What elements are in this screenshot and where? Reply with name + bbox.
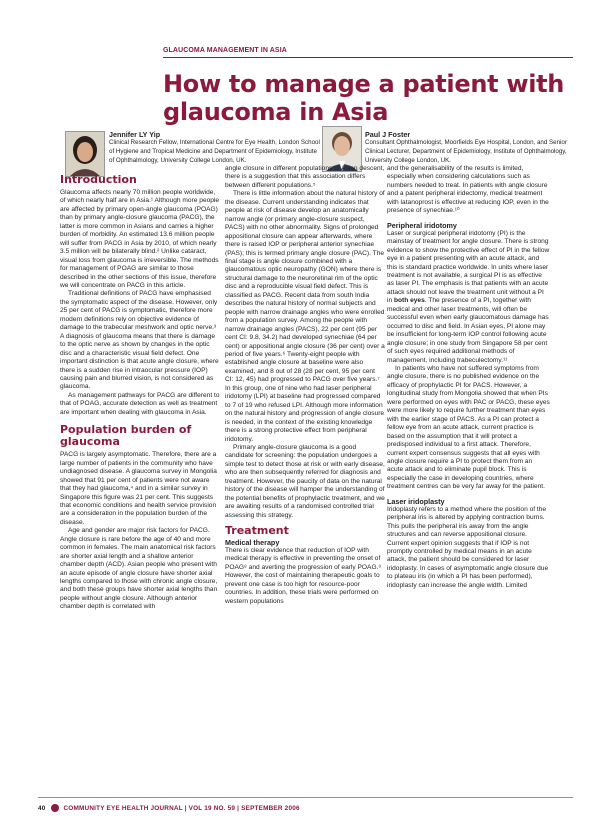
paragraph: Laser or surgical peripheral iridotomy (PI) is the mainstay of treatment for angle closure. There is strong evidence to show the protective effect of PI in the fellow eye in a patient presenting with an acute attack, and this is standard practice worldwide. In units where laser treatment is not available, a surgical PI is as effective as laser PI. The emphasis is that patients with an acute attack should not leave the treatment unit without a PI in both eyes. The presence of a PI, together with medical and other laser treatments, will often be successful even when early glaucomatous damage has occurred to disc and field. In Asian eyes, PI alone may be insufficient for long-term IOP control following acute angle closure; in one study from Singapore 58 per cent of such eyes required additional methods of management, including trabeculectomy.¹¹ xyxy=(387,229,550,364)
paragraph: Primary angle-closure glaucoma is a good candidate for screening: the population undergoes a simple test to detect those at risk or with early disease, who are then subsequently referred for diagnosis and treatment. However, the paucity of data on the natural history of the disease will hamper the understanding of the potential benefits of prophylactic treatment, and we are awaiting results of a randomised controlled trial assessing this strategy. xyxy=(225,443,385,519)
article-title: How to manage a patient with glaucoma in Asia xyxy=(163,70,565,126)
paragraph: Iridoplasty refers to a method where the position of the peripheral iris is altered by applying contraction burns. This pulls the peripheral iris away from the angle structures and can reverse appositional closure. Current expert opinion suggests that if IOP is not promptly controlled by medical means in an acute attack, the patient should be considered for laser iridoplasty. In cases of asymptomatic angle closure due to plateau iris (in which a PI has been performed), iridoplasty can increase the angle width. Limited xyxy=(387,505,549,589)
heading-treatment: Treatment xyxy=(225,524,289,538)
heading-population-burden: Population burden of glaucoma xyxy=(60,423,192,449)
subheading-laser-iridoplasty: Laser iridoplasty xyxy=(387,496,445,506)
paragraph: angle closure in different populations of Asian descent, there is a suggestion that this association differs between different populations.⁵ xyxy=(225,165,385,189)
column-1 xyxy=(60,173,220,612)
paragraph: As management pathways for PACG are different to that of POAG, accurate detection as well as treatment are important when dealing with glaucoma in Asia. xyxy=(60,391,220,416)
paragraph: PACG is largely asymptomatic. Therefore, there are a large number of patients in the community who have undiagnosed disease. A glaucoma survey in Mongolia showed that 91 per cent of patients were not aware that they had glaucoma,⁴ and in a similar survey in Singapore this figure was 21 per cent. This suggests that economic conditions and health service provision are a consideration in the population burden of the disease. xyxy=(60,451,217,526)
paragraph: There is little information about the natural history of the disease. Current understanding indicates that people at risk of disease develop an anatomically narrow angle (or primary angle-closure suspect, PACS) with no other abnormality. Signs of prolonged appositional closure can appear afterwards, where there is raised IOP or peripheral anterior synechiae (PAS); this is termed primary angle closure (PAC). The final stage is angle closure combined with a glaucomatous optic neuropathy (GON) where there is structural damage to the neuroretinal rim of the optic disc and a reproducible visual field defect. This is classified as PACG. Recent data from south India describes the natural history of normal subjects and people with narrow drainage angles who were enrolled from a population survey. Among the people with narrow drainage angles (PACS), 22 per cent (95 per cent CI: 9.8, 34.2) had developed synechiae (64 per cent) or appositional angle closure (36 per cent) over a period of five years.⁶ Twenty-eight people with established angle closure at baseline were also examined, and 8 out of 28 (28 per cent, 95 per cent CI: 12, 45) had progressed to PACG over five years.⁷ In this group, one of nine who had laser peripheral iridotomy (LPI) at baseline had progressed compared to 7 of 19 who refused LPI. Although more information on the natural history and progression of angle closure is needed, in the context of the existing knowledge there is a strong protective effect from peripheral iridotomy. xyxy=(225,190,385,443)
journal-logo-icon xyxy=(51,804,59,812)
journal-date: SEPTEMBER 2006 xyxy=(241,805,300,813)
author-photo-yip xyxy=(65,131,105,177)
section-kicker: GLAUCOMA MANAGEMENT IN ASIA xyxy=(163,47,287,54)
heading-introduction: Introduction xyxy=(60,173,137,186)
author-affiliation-foster: Consultant Ophthalmologist, Moorfields Eye Hospital, London, and Senior Clinical Lecturer, Department of Epidemiology, Institute of Ophthalmology, University College London, UK. xyxy=(365,139,567,164)
paragraph: and the generalisability of the results is limited, especially when considering calculations such as numbers needed to treat. In patients with angle closure and a patent peripheral iridectomy, medical treatment with latanoprost is effective at reducing IOP, even in the presence of synechiae.¹⁰ xyxy=(387,165,549,215)
journal-name: COMMUNITY EYE HEALTH JOURNAL xyxy=(63,805,183,813)
column-3 xyxy=(387,165,550,590)
emphasis-both-eyes: both eyes xyxy=(393,297,425,305)
paragraph: In patients who have not suffered symptoms from angle closure, there is no published evidence on the efficacy of prophylactic PI for PACS. However, a longitudinal study from Mongolia showed that when PIs were performed on eyes with PAC or PACG, these eyes were more likely to require further treatment than eyes with the earlier stage of PACS. As a PI can protect a fellow eye from an acute attack, current practice is based on the assumption that it will protect a predisposed individual to a first attack. Therefore, current expert consensus suggests that all eyes with angle closure require a PI to protect them from an acute attack and to eliminate pupil block. This is especially the case in developing countries, where treatment centres can be very far away for the patient. xyxy=(387,364,550,491)
paragraph: Glaucoma affects nearly 70 million people worldwide, of which nearly half are in Asia.¹ Although more people are affected by primary open-angle glaucoma (POAG) than by primary angle-closure glaucoma (PACG), the latter is more common in Asians and carries a higher burden of morbidity. An estimated 13.6 million people will suffer from PACG in Asia by 2010, of which nearly 3.5 million will be bilaterally blind.² Unlike cataract, visual loss from glaucoma is irreversible. The methods for management of POAG are similar to those described in the other sections of this issue, therefore we will concentrate on PACG in this article. xyxy=(60,189,220,289)
column-2 xyxy=(225,165,385,606)
subheading-medical-therapy: Medical therapy xyxy=(225,538,280,548)
paragraph: Traditional definitions of PACG have emphasised the symptomatic aspect of the disease. However, only 25 per cent of PACG is symptomatic, therefore more modern definitions rely on objective evidence of damage to the trabecular meshwork and optic nerve.³ A diagnosis of glaucoma means that there is damage to the optic nerve as shown by changes in the optic disc and a characteristic visual field defect. One important distinction is that acute angle closure, where there is a sudden rise in intraocular pressure (IOP) causing pain and blurred vision, is not considered as glaucoma. xyxy=(60,290,219,391)
footer-divider xyxy=(38,797,573,798)
page-footer: 40 COMMUNITY EYE HEALTH JOURNAL | VOL 19 NO. 59 | SEPTEMBER 2006 xyxy=(38,805,300,813)
kicker-divider xyxy=(163,57,573,58)
paragraph: Age and gender are major risk factors for PACG. Angle closure is rare before the age of 40 and more common in females. The main anatomical risk factors are shorter axial length and a shallow anterior chamber depth (ACD). Asian people who present with an acute episode of angle closure have shorter axial lengths compared to those with chronic angle closure, and both these groups have shorter axial lengths than people without angle closure. Although anterior chamber depth is correlated with xyxy=(60,527,218,611)
author-name-foster: Paul J Foster xyxy=(365,130,411,139)
subheading-peripheral-iridotomy: Peripheral iridotomy xyxy=(387,220,457,230)
journal-volume: VOL 19 NO. 59 xyxy=(188,805,236,813)
author-affiliation-yip: Clinical Research Fellow, International Centre for Eye Health, London School of Hygiene and Tropical Medicine and Department of Epidemiology, Institute of Ophthalmology, University College London, UK. xyxy=(109,139,320,164)
page-number: 40 xyxy=(38,805,46,813)
paragraph: There is clear evidence that reduction of IOP with medical therapy is effective in preventing the onset of POAG⁸ and averting the progression of early POAG.⁹ However, the cost of maintaining therapeutic goals to prevent one case is too high for resource-poor countries. In addition, these trials were performed on western populations xyxy=(225,547,382,605)
author-name-yip: Jennifer LY Yip xyxy=(109,130,161,139)
